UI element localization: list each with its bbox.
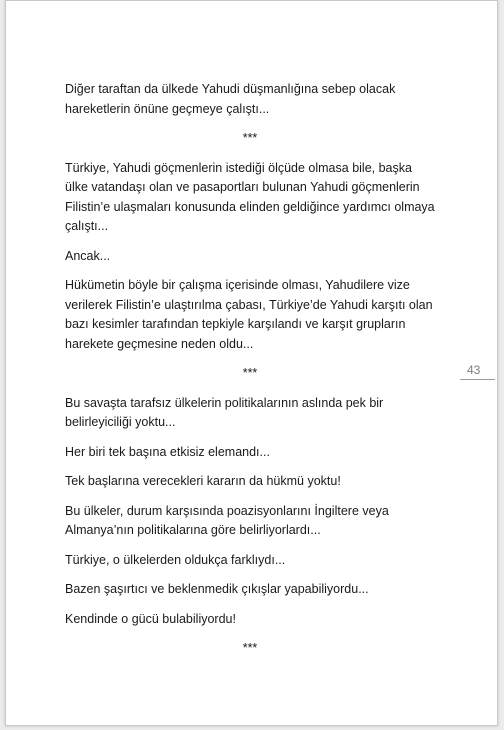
paragraph: Bazen şaşırtıcı ve beklenmedik çıkışlar yapabiliyordu... xyxy=(65,582,369,596)
paragraph: Türkiye, o ülkelerden oldukça farklıydı... xyxy=(65,552,286,567)
paragraph: Ancak... xyxy=(65,248,111,263)
paragraph: Diğer taraftan da ülkede Yahudi düşmanlığına sebep olacak hareketlerin önüne geçmeye çalıştı... xyxy=(65,82,396,116)
section-separator: *** xyxy=(242,366,258,380)
paragraph: Türkiye, Yahudi göçmenlerin istediği ölçüde olmasa bile, başka ülke vatandaşı olan ve pasaportları bulunan Yahudi göçmenlerin Filistin’e ulaşmaları konusunda elinden geldiğince yardımcı olmaya çalıştı... xyxy=(65,160,435,233)
section-separator: *** xyxy=(242,131,258,145)
paragraph: Bu savaşta tarafsız ülkelerin politikalarının aslında pek bir belirleyiciliği yoktu... xyxy=(65,395,384,429)
paragraph: Kendinde o gücü bulabiliyordu! xyxy=(65,611,236,626)
paragraph: Hükümetin böyle bir çalışma içerisinde olması, Yahudilere vize verilerek Filistin’e ulaştırılma çabası, Türkiye’de Yahudi karşıtı olan bazı kesimler tarafından tepkiyle karşılandı ve karşıt grupların harekete geçmesine neden oldu... xyxy=(65,278,433,351)
paragraph: Bu ülkeler, durum karşısında poazisyonlarını İngiltere veya Almanya’nın politikalarına göre belirliyorlardı... xyxy=(65,503,389,537)
paragraph: Tek başlarına verecekleri kararın da hükmü yoktu! xyxy=(65,474,341,488)
section-separator: *** xyxy=(242,641,258,655)
document-page xyxy=(5,0,498,726)
page-body xyxy=(65,80,435,669)
page-number: 43 xyxy=(460,362,495,380)
paragraph: Her biri tek başına etkisiz elemandı... xyxy=(65,444,270,459)
